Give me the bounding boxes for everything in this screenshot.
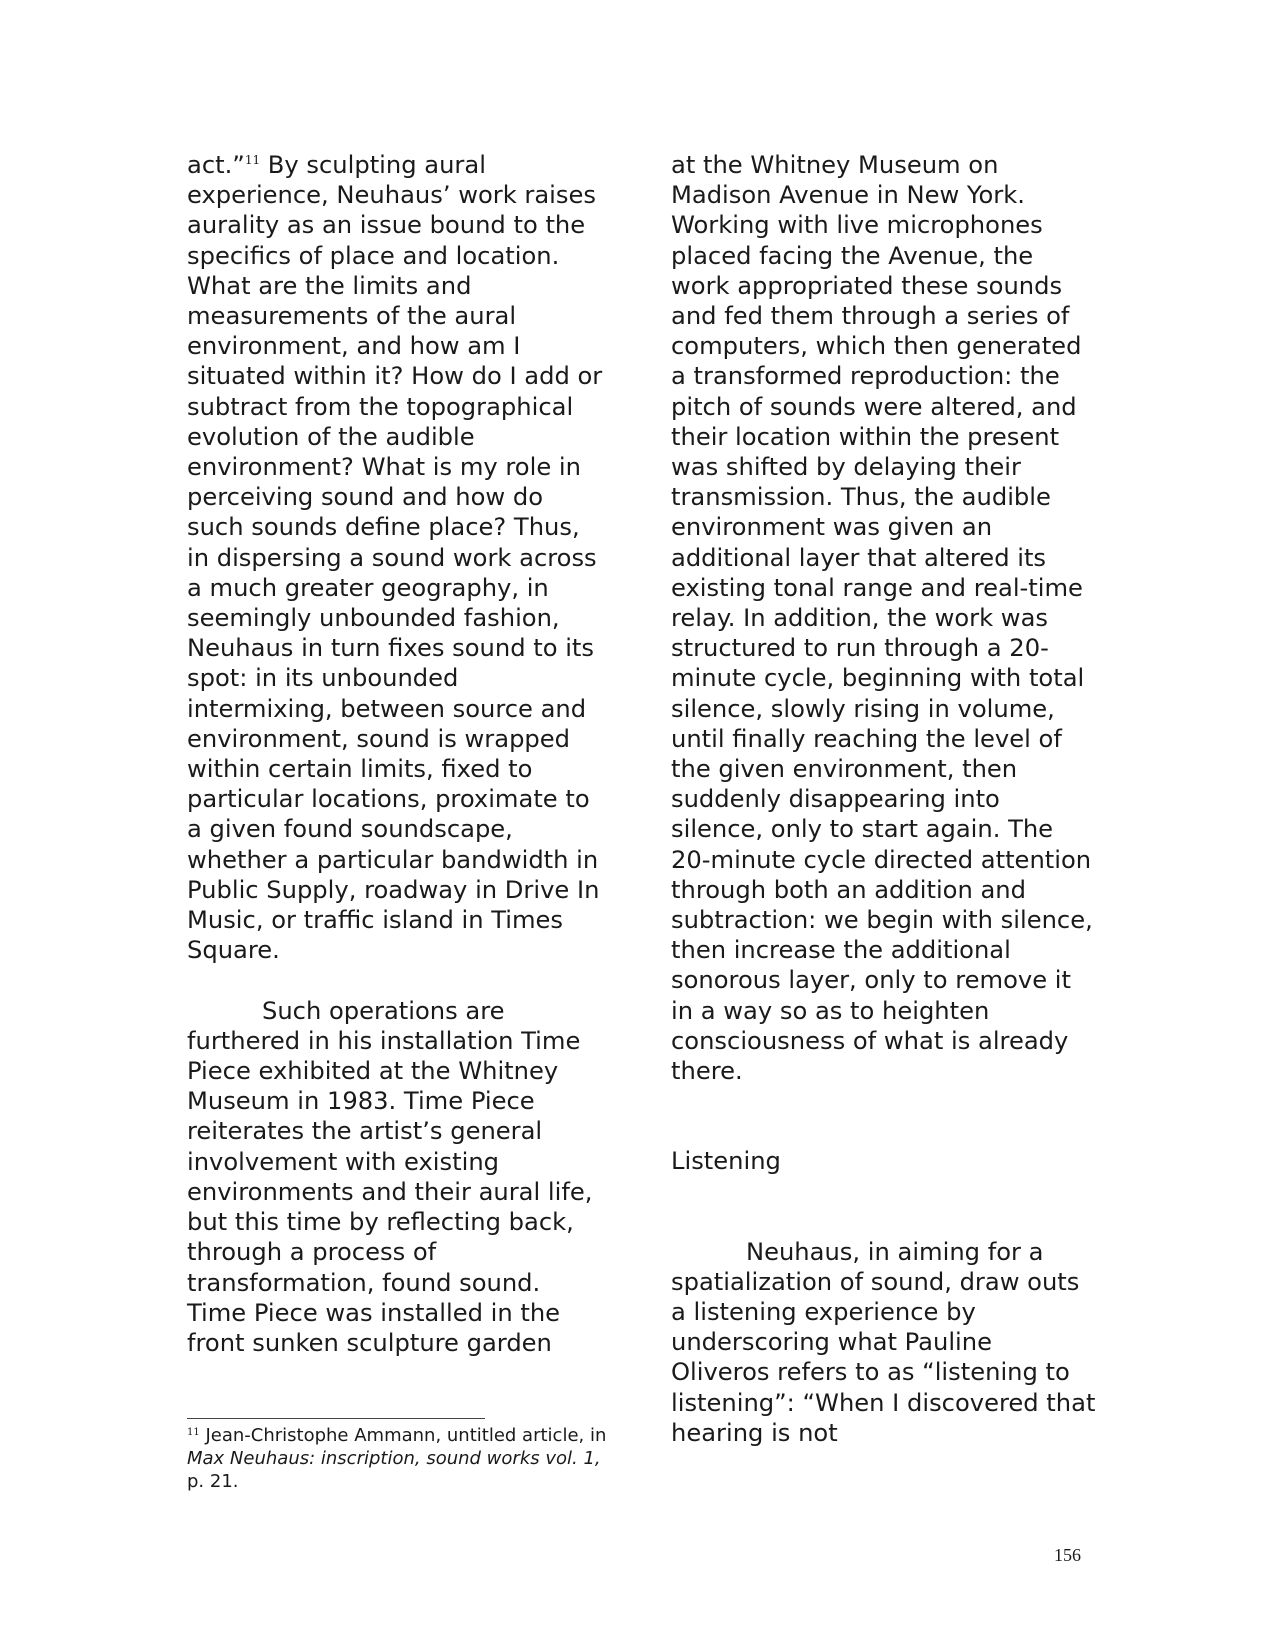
right-text-column	[671, 150, 1096, 1448]
footnote-title: Max Neuhaus: inscription, sound works vol. 1,	[187, 1448, 601, 1469]
section-spacer	[671, 1177, 1096, 1237]
footnote-divider	[187, 1418, 485, 1419]
right-paragraph-1: at the Whitney Museum on Madison Avenue in New York. Working with live microphones placed facing the Avenue, the work appropriated these sounds and fed them through a series of computers, which then generated a transformed reproduction: the pitch of sounds were altered, and their location within the present was shifted by delaying their transmission. Thus, the audible environment was given an additional layer that altered its existing tonal range and real-time relay. In addition, the work was structured to run through a 20-minute cycle, beginning with total silence, slowly rising in volume, until finally reaching the level of the given environment, then suddenly disappearing into silence, only to start again. The 20-minute cycle directed attention through both an addition and subtraction: we begin with silence, then increase the additional sonorous layer, only to remove it in a way so as to heighten consciousness of what is already there.	[671, 151, 1093, 1086]
footnote-page: p. 21.	[187, 1471, 239, 1492]
footnote-text: Jean-Christophe Ammann, untitled article, in	[199, 1425, 607, 1446]
footnote-number: 11	[187, 1427, 200, 1438]
footnote-reference: 11	[244, 153, 261, 167]
section-heading: Listening	[671, 1147, 781, 1176]
footnote	[187, 1424, 607, 1493]
quote-end: act.”	[187, 151, 245, 179]
section-spacer	[671, 1086, 1096, 1146]
left-text-column	[187, 150, 607, 1358]
right-paragraph-2: Neuhaus, in aiming for a spatialization of sound, draw outs a listening experience by underscoring what Pauline Oliveros refers to as “listening to listening”: “When I discovered that hearing is not	[671, 1237, 1096, 1447]
left-paragraph-2: Such operations are furthered in his installation Time Piece exhibited at the Whitney Museum in 1983. Time Piece reiterates the artist’s general involvement with existing environments and their aural life, but this time by reflecting back, through a process of transformation, found sound. Time Piece was installed in the front sunken sculpture garden	[187, 996, 593, 1357]
left-paragraph-1	[187, 150, 607, 965]
page-number: 156	[1054, 1545, 1081, 1565]
paragraph-spacer	[187, 965, 607, 995]
paragraph-body: By sculpting aural experience, Neuhaus’ work raises aurality as an issue bound to the specifics of place and location. What are the limits and measurements of the aural environment, and how am I situated within it? How do I add or subtract from the topographical evolution of the audible environment? What is my role in perceiving sound and how do such sounds define place? Thus, in dispersing a sound work across a much greater geography, in seemingly unbounded fashion, Neuhaus in turn fixes sound to its spot: in its unbounded intermixing, between source and environment, sound is wrapped within certain limits, fixed to particular locations, proximate to a given found soundscape, whether a particular bandwidth in Public Supply, roadway in Drive In Music, or traffic island in Times Square.	[187, 151, 603, 965]
